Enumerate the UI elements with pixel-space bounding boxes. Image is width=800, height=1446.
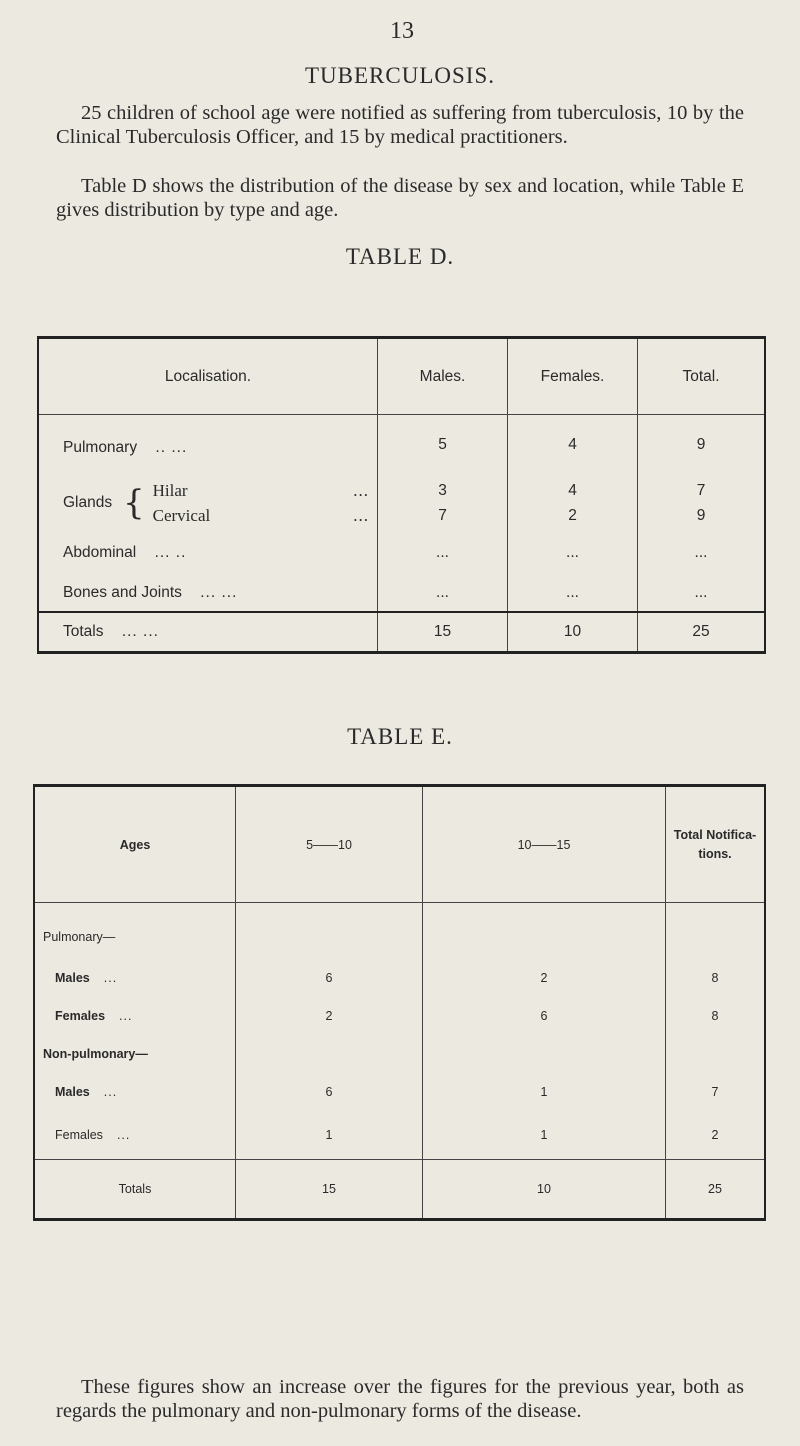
cell-total: 8	[666, 997, 766, 1035]
cell-5-10: 6	[236, 959, 423, 997]
sub-label: Hilar	[152, 481, 188, 500]
cell-females: ...	[508, 531, 638, 575]
row-label: Totals	[63, 623, 104, 640]
table-row	[38, 575, 765, 612]
table-row	[38, 475, 765, 531]
cell-total: ...	[638, 531, 766, 575]
tables-note-paragraph: Table D shows the distribution of the disease by sex and location, while Table E gives distribution by type and age.	[56, 175, 744, 221]
leader-dots: ...	[103, 1085, 118, 1099]
table-d	[37, 336, 766, 654]
cell-10-15: 6	[423, 997, 666, 1035]
cell-females: ...	[508, 575, 638, 612]
cell-total: 25	[666, 1160, 766, 1220]
leader-dots: ...	[353, 506, 369, 525]
cell-males: ...	[378, 575, 508, 612]
table-e-caption: TABLE E.	[347, 724, 453, 749]
table-row	[34, 1073, 765, 1111]
cell-5-10: 2	[236, 997, 423, 1035]
cell-females: 10	[508, 612, 638, 653]
table-row	[34, 1111, 765, 1160]
table-row	[34, 959, 765, 997]
cell-5-10: 15	[236, 1160, 423, 1220]
sub-row-cervical	[153, 503, 377, 528]
cell-total: 25	[638, 612, 766, 653]
page-number: 13	[390, 18, 414, 44]
header-females: Females.	[508, 338, 638, 415]
cell-males: 3	[438, 482, 447, 499]
header-ages: Ages	[34, 786, 236, 903]
cell-males: 5	[378, 415, 508, 476]
cell-10-15: 10	[423, 1160, 666, 1220]
page-title: TUBERCULOSIS.	[305, 63, 495, 88]
row-label: Pulmonary	[63, 439, 138, 456]
table-e	[33, 784, 766, 1221]
row-label: Glands	[63, 494, 113, 511]
conclusion-paragraph: These figures show an increase over the figures for the previous year, both as regards the pulmonary and non-pulmonary forms of the disease.	[56, 1376, 744, 1422]
cell-5-10: 6	[236, 1073, 423, 1111]
totals-row	[38, 612, 765, 653]
section-label-non-pulmonary: Non-pulmonary—	[43, 1047, 148, 1061]
cell-total: 9	[638, 415, 766, 476]
sub-row-hilar	[153, 478, 377, 503]
table-d-header-row	[38, 338, 765, 415]
leader-dots: ...	[119, 1009, 133, 1023]
cell-10-15: 1	[423, 1073, 666, 1111]
table-row	[38, 415, 765, 476]
cell-females: 4	[568, 482, 577, 499]
header-10-15: 10——15	[423, 786, 666, 903]
table-e-header-row	[34, 786, 765, 903]
leader-dots: .. ...	[155, 439, 188, 456]
table-row	[34, 903, 765, 960]
cell-males: 15	[378, 612, 508, 653]
leader-dots: ...	[116, 1128, 131, 1142]
row-label: Bones and Joints	[63, 584, 182, 601]
cell-total: 8	[666, 959, 766, 997]
brace-icon: {	[123, 483, 145, 523]
header-localisation: Localisation.	[38, 338, 378, 415]
sub-label: Cervical	[152, 506, 211, 525]
leader-dots: ... ...	[121, 623, 159, 640]
header-total-notifications: Total Notifica-tions.	[666, 786, 766, 903]
table-row	[34, 997, 765, 1035]
row-label: Females	[55, 1128, 103, 1142]
cell-total: ...	[638, 575, 766, 612]
header-males: Males.	[378, 338, 508, 415]
cell-10-15: 1	[423, 1111, 666, 1160]
header-total: Total.	[638, 338, 766, 415]
row-label: Females	[55, 1009, 106, 1023]
row-label: Totals	[34, 1160, 236, 1220]
leader-dots: ...	[353, 481, 369, 500]
totals-row	[34, 1160, 765, 1220]
row-label: Abdominal	[63, 544, 137, 561]
cell-total: 7	[696, 482, 706, 499]
cell-total: 2	[666, 1111, 766, 1160]
cell-males: 7	[438, 507, 447, 524]
glands-group	[63, 478, 377, 528]
leader-dots: ... ...	[200, 584, 238, 601]
section-label-pulmonary: Pulmonary—	[43, 930, 116, 944]
table-d-caption: TABLE D.	[345, 244, 455, 269]
cell-males: ...	[378, 531, 508, 575]
cell-females: 4	[508, 415, 638, 476]
row-label: Males	[55, 971, 90, 985]
cell-females: 2	[568, 507, 577, 524]
leader-dots: ... ..	[154, 544, 187, 561]
leader-dots: ...	[103, 971, 118, 985]
row-label: Males	[55, 1085, 90, 1099]
table-row	[34, 1035, 765, 1073]
intro-paragraph: 25 children of school age were notified as suffering from tuberculosis, 10 by the Clinical Tuberculosis Officer, and 15 by medical practitioners.	[56, 102, 744, 148]
cell-total: 9	[696, 507, 706, 524]
cell-total: 7	[666, 1073, 766, 1111]
table-row	[38, 531, 765, 575]
header-5-10: 5——10	[236, 786, 423, 903]
cell-5-10: 1	[236, 1111, 423, 1160]
cell-10-15: 2	[423, 959, 666, 997]
